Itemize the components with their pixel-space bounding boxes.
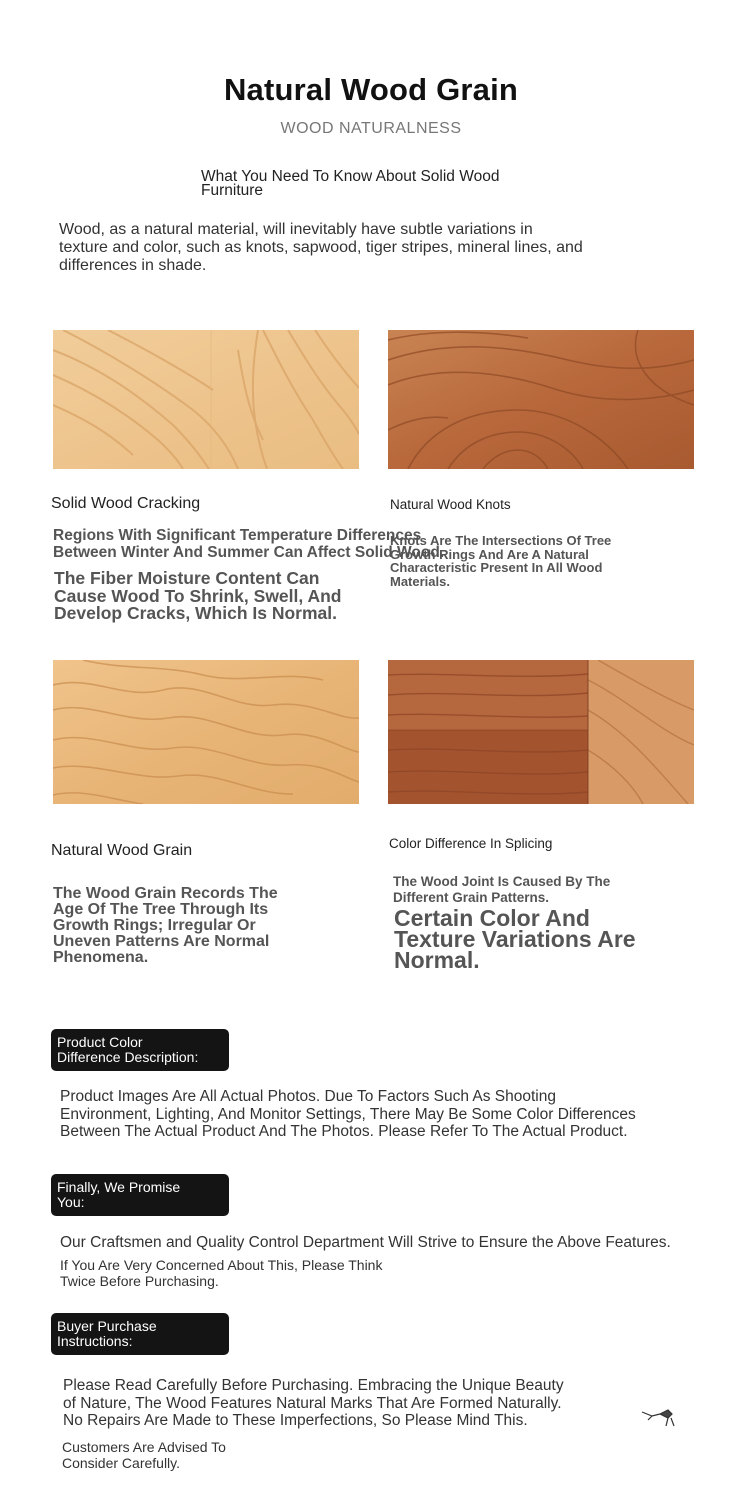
wood-grain-photo <box>53 660 359 804</box>
cracking-emphasis-line: Cause Wood To Shrink, Swell, And <box>54 585 342 606</box>
color-note-paragraph <box>60 1088 730 1141</box>
cracking-title: Solid Wood Cracking <box>51 495 201 512</box>
paragraph-line: Product Images Are All Actual Photos. Due To Factors Such As Shooting <box>60 1088 556 1105</box>
grain-line: Growth Rings; Irregular Or <box>53 917 256 934</box>
intro-line: Wood, as a natural material, will inevitably have subtle variations in <box>59 221 533 238</box>
knots-line: Materials. <box>390 573 450 589</box>
intro-line: differences in shade. <box>59 257 207 274</box>
section-heading <box>201 170 541 198</box>
grain-line: Uneven Patterns Are Normal <box>53 933 270 950</box>
splicing-emphasis-line: Certain Color And <box>394 905 590 931</box>
promise-advice <box>60 1258 420 1289</box>
section-heading-line: Furniture <box>201 182 264 199</box>
advice-line: Customers Are Advised To <box>62 1439 226 1455</box>
paragraph-line: Between The Actual Product And The Photos. Please Refer To The Actual Product. <box>60 1123 628 1140</box>
badge-line: You: <box>57 1194 85 1210</box>
splicing-description <box>393 874 693 906</box>
advice-line: Consider Carefully. <box>62 1454 181 1471</box>
splicing-emphasis-line: Normal. <box>394 947 480 973</box>
instructions-badge <box>51 1313 229 1355</box>
cracking-line: Between Winter And Summer Can Affect Solid Wood. <box>53 544 445 561</box>
badge-line: Product Color <box>57 1034 143 1050</box>
section-heading-line: What You Need To Know About Solid Wood <box>201 168 500 185</box>
grain-line: The Wood Grain Records The <box>53 885 278 902</box>
splicing-line: The Wood Joint Is Caused By The <box>393 874 611 889</box>
instructions-paragraph <box>63 1377 633 1430</box>
cracking-emphasis-line: Develop Cracks, Which Is Normal. <box>54 603 338 623</box>
badge-line: Finally, We Promise <box>57 1179 181 1195</box>
wood-knots-photo <box>388 330 694 469</box>
splicing-emphasis-line: Texture Variations Are <box>394 926 636 952</box>
grain-line: Age Of The Tree Through Its <box>53 901 269 918</box>
knots-line: Growth Rings And Are A Natural <box>390 546 589 562</box>
paragraph-line: No Repairs Are Made to These Imperfections, So Please Mind This. <box>63 1412 528 1429</box>
knots-description <box>390 534 690 588</box>
intro-paragraph <box>59 221 639 275</box>
badge-line: Difference Description: <box>57 1049 199 1065</box>
advice-line: Twice Before Purchasing. <box>60 1272 219 1289</box>
promise-statement: Our Craftsmen and Quality Control Department Will Strive to Ensure the Above Features. <box>60 1234 671 1251</box>
grain-title: Natural Wood Grain <box>51 842 193 859</box>
page-title: Natural Wood Grain <box>223 72 519 107</box>
splicing-emphasis <box>394 905 694 973</box>
paragraph-line: of Nature, The Wood Features Natural Marks That Are Formed Naturally. <box>63 1394 562 1412</box>
knots-title: Natural Wood Knots <box>390 497 511 512</box>
intro-line: texture and color, such as knots, sapwood, tiger stripes, mineral lines, and <box>59 239 583 256</box>
knots-line: Characteristic Present In All Wood <box>390 560 603 575</box>
color-note-badge <box>51 1029 229 1071</box>
grain-line: Phenomena. <box>53 949 149 966</box>
page-subtitle: WOOD NATURALNESS <box>280 120 462 137</box>
knots-line: Knots Are The Intersections Of Tree <box>390 533 612 548</box>
bird-sketch-icon <box>638 1402 680 1430</box>
splicing-line: Different Grain Patterns. <box>393 890 550 905</box>
badge-line: Buyer Purchase <box>57 1318 157 1334</box>
splicing-title: Color Difference In Splicing <box>389 836 553 851</box>
instructions-advice <box>62 1440 322 1471</box>
badge-line: Instructions: <box>57 1333 133 1349</box>
cracking-line: Regions With Significant Temperature Differences <box>53 527 422 544</box>
promise-badge <box>51 1174 229 1216</box>
cracking-emphasis <box>54 570 374 623</box>
cracking-emphasis-line: The Fiber Moisture Content Can <box>54 568 320 588</box>
paragraph-line: Please Read Carefully Before Purchasing. Embracing the Unique Beauty <box>63 1377 564 1394</box>
color-splicing-photo <box>388 660 694 804</box>
wood-cracking-photo <box>53 330 359 469</box>
advice-line: If You Are Very Concerned About This, Please Think <box>60 1257 383 1273</box>
paragraph-line: Environment, Lighting, And Monitor Settings, There May Be Some Color Differences <box>60 1105 636 1123</box>
grain-description <box>53 886 353 966</box>
